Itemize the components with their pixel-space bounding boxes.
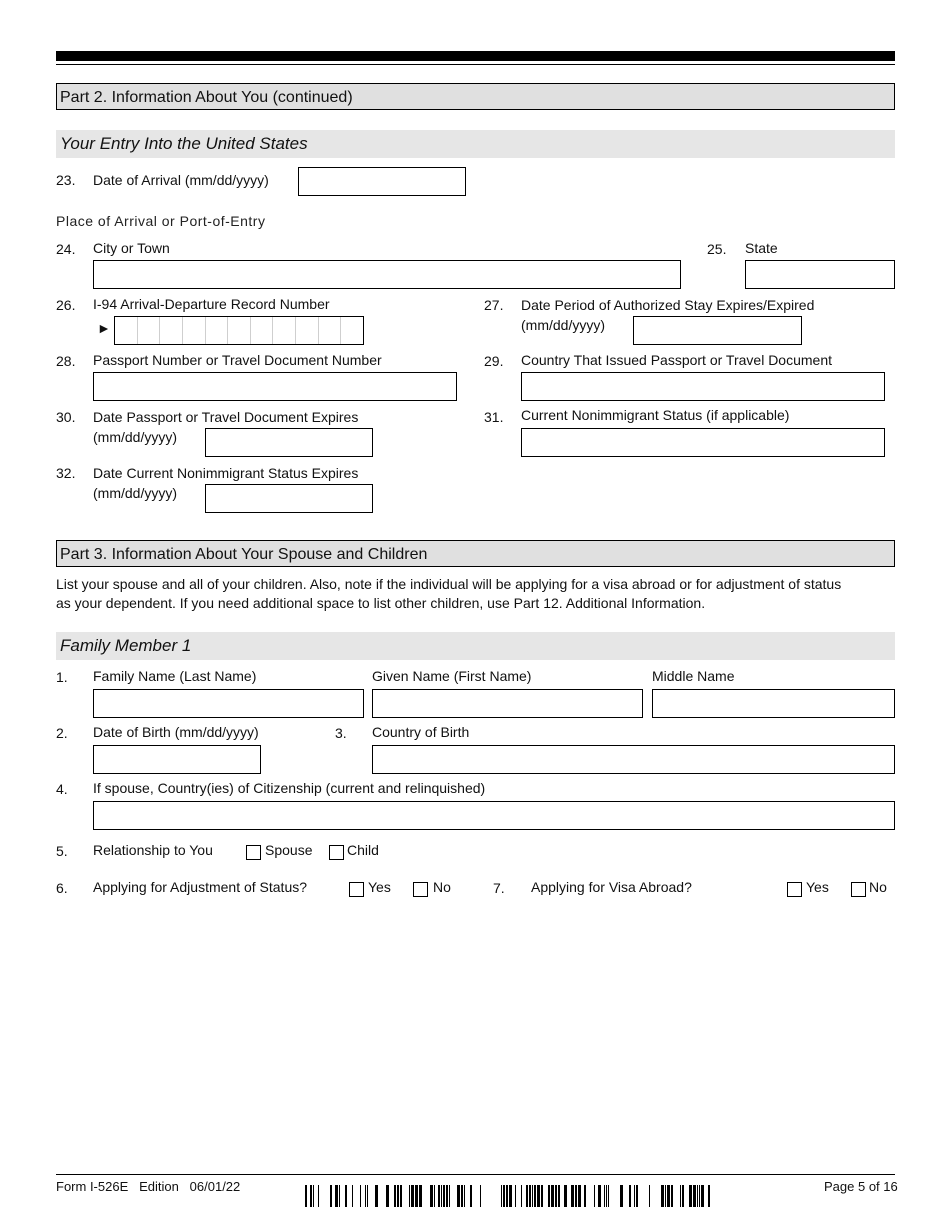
q32-label: Date Current Nonimmigrant Status Expires <box>93 465 359 481</box>
part3-header: Part 3. Information About Your Spouse and Children <box>56 540 895 567</box>
f7-number: 7. <box>493 880 505 896</box>
q26-number: 26. <box>56 297 76 313</box>
passport-expires-field[interactable] <box>205 428 373 457</box>
q30-number: 30. <box>56 409 76 425</box>
i94-record-number-field[interactable] <box>114 316 364 345</box>
current-nonimmigrant-status-field[interactable] <box>521 428 885 457</box>
visa-yes-checkbox[interactable] <box>787 882 802 897</box>
family-name-label: Family Name (Last Name) <box>93 668 257 684</box>
q29-label: Country That Issued Passport or Travel Document <box>521 352 832 368</box>
adjustment-no-checkbox[interactable] <box>413 882 428 897</box>
family-name-field[interactable] <box>93 689 364 718</box>
part3-instructions-line2: as your dependent. If you need additional space to list other children, use Part 12. Additional Information. <box>56 595 706 611</box>
middle-name-label: Middle Name <box>652 668 735 684</box>
form-edition-footer: Form I-526E Edition 06/01/22 <box>56 1179 241 1194</box>
spouse-checkbox[interactable] <box>246 845 261 860</box>
middle-name-field[interactable] <box>652 689 895 718</box>
q27-label: Date Period of Authorized Stay Expires/Expired <box>521 297 815 313</box>
date-of-birth-field[interactable] <box>93 745 261 774</box>
visa-no-label: No <box>869 879 887 895</box>
top-rule-thin <box>56 64 895 65</box>
q30-label: Date Passport or Travel Document Expires <box>93 409 359 425</box>
entry-section-title: Your Entry Into the United States <box>56 130 895 158</box>
q27-date-format: (mm/dd/yyyy) <box>521 317 605 333</box>
q32-number: 32. <box>56 465 76 481</box>
given-name-label: Given Name (First Name) <box>372 668 532 684</box>
given-name-field[interactable] <box>372 689 643 718</box>
f4-number: 4. <box>56 781 68 797</box>
arrow-indicator-icon: ► <box>97 320 111 336</box>
f6-number: 6. <box>56 880 68 896</box>
q23-label: Date of Arrival (mm/dd/yyyy) <box>93 172 269 188</box>
q28-number: 28. <box>56 353 76 369</box>
date-of-birth-label: Date of Birth (mm/dd/yyyy) <box>93 724 259 740</box>
q29-number: 29. <box>484 353 504 369</box>
adjustment-no-label: No <box>433 879 451 895</box>
family-member-section-title: Family Member 1 <box>56 632 895 660</box>
f5-number: 5. <box>56 843 68 859</box>
q26-label: I-94 Arrival-Departure Record Number <box>93 296 330 312</box>
q23-number: 23. <box>56 172 76 188</box>
visa-yes-label: Yes <box>806 879 829 895</box>
q25-label: State <box>745 240 778 256</box>
q24-label: City or Town <box>93 240 170 256</box>
place-of-arrival-subhead: Place of Arrival or Port-of-Entry <box>56 213 266 229</box>
passport-number-field[interactable] <box>93 372 457 401</box>
child-checkbox[interactable] <box>329 845 344 860</box>
status-expires-field[interactable] <box>205 484 373 513</box>
visa-no-checkbox[interactable] <box>851 882 866 897</box>
q28-label: Passport Number or Travel Document Number <box>93 352 382 368</box>
q30-date-format: (mm/dd/yyyy) <box>93 429 177 445</box>
citizenship-label: If spouse, Country(ies) of Citizenship (current and relinquished) <box>93 780 486 796</box>
date-of-arrival-field[interactable] <box>298 167 466 196</box>
barcode-image <box>305 1185 713 1207</box>
top-rule-thick <box>56 51 895 61</box>
q27-number: 27. <box>484 297 504 313</box>
q31-label: Current Nonimmigrant Status (if applicable) <box>521 407 790 423</box>
f2-number: 2. <box>56 725 68 741</box>
child-option-label: Child <box>347 842 379 858</box>
part2-header: Part 2. Information About You (continued) <box>56 83 895 110</box>
adjustment-of-status-label: Applying for Adjustment of Status? <box>93 879 308 895</box>
q24-number: 24. <box>56 241 76 257</box>
q25-number: 25. <box>707 241 727 257</box>
passport-issuing-country-field[interactable] <box>521 372 885 401</box>
page-number: Page 5 of 16 <box>824 1179 898 1194</box>
state-field[interactable] <box>745 260 895 289</box>
q32-date-format: (mm/dd/yyyy) <box>93 485 177 501</box>
country-of-birth-label: Country of Birth <box>372 724 470 740</box>
f3-number: 3. <box>335 725 347 741</box>
adjustment-yes-checkbox[interactable] <box>349 882 364 897</box>
adjustment-yes-label: Yes <box>368 879 391 895</box>
q31-number: 31. <box>484 409 504 425</box>
footer-rule <box>56 1174 895 1175</box>
f1-number: 1. <box>56 669 68 685</box>
relationship-label: Relationship to You <box>93 842 213 858</box>
part3-instructions-line1: List your spouse and all of your children. Also, note if the individual will be applying for a visa abroad or for adjustment of status <box>56 576 842 592</box>
country-of-birth-field[interactable] <box>372 745 895 774</box>
authorized-stay-expires-field[interactable] <box>633 316 802 345</box>
city-or-town-field[interactable] <box>93 260 681 289</box>
visa-abroad-label: Applying for Visa Abroad? <box>531 879 692 895</box>
citizenship-field[interactable] <box>93 801 895 830</box>
spouse-option-label: Spouse <box>265 842 313 858</box>
